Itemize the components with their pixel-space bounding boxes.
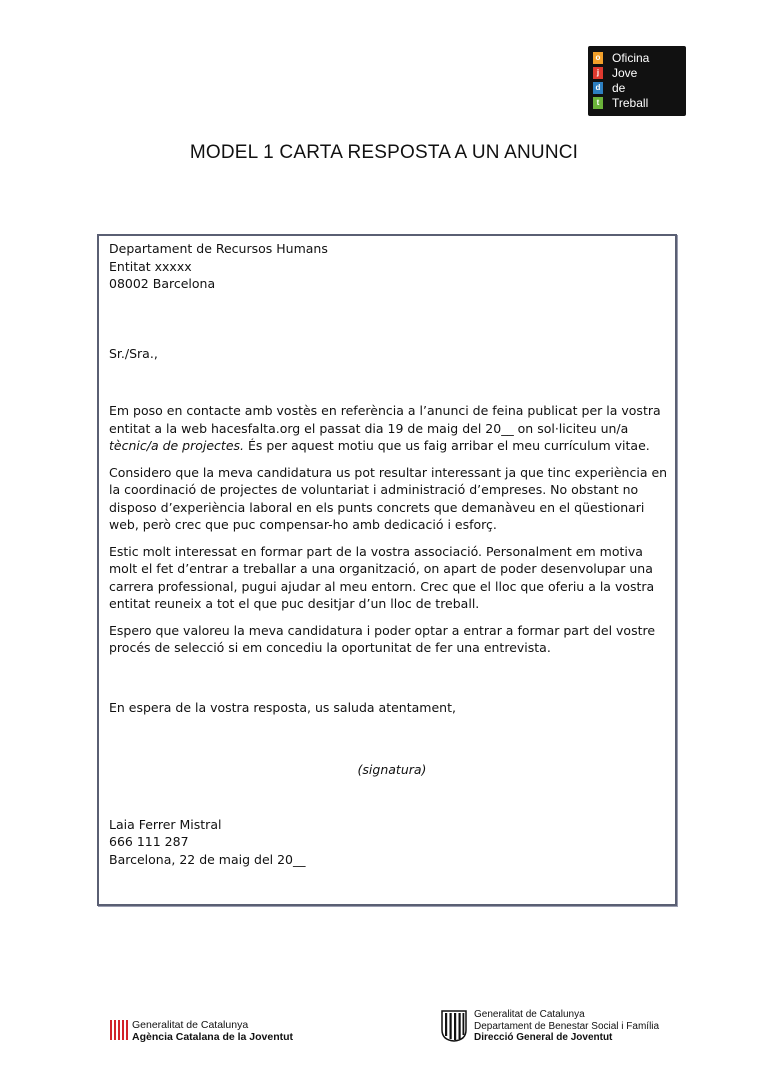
footer-right-line-bold: Direcció General de Joventut <box>474 1032 613 1043</box>
logo-line: Jove <box>612 66 638 80</box>
gencat-emblem-icon <box>110 1020 128 1040</box>
footer-left-line-bold: Agència Catalana de la Joventut <box>132 1031 294 1043</box>
footer-left-text <box>132 1019 293 1043</box>
signature-placeholder: (signatura) <box>357 762 427 777</box>
recipient-line: Departament de Recursos Humans <box>109 241 328 256</box>
paragraph-4: Espero que valoreu la meva candidatura i poder optar a entrar a formar part del vostre procés de selecció si em concediu la oportunitat de fer una entrevista. <box>109 622 656 655</box>
letter-body <box>109 240 675 868</box>
footer-left-line: Generalitat de Catalunya <box>132 1019 249 1031</box>
closing-line: En espera de la vostra resposta, us saluda atentament, <box>109 699 456 715</box>
logo-color-squares <box>593 52 605 112</box>
logo-letter-d: d <box>593 82 603 94</box>
logo-letter-j: j <box>593 67 603 79</box>
footer-right-line: Generalitat de Catalunya <box>474 1009 585 1020</box>
paragraph-3: Estic molt interessat en formar part de la vostra associació. Personalment em motiva molt el fet d’entrar a treballar a una organització, on apart de poder desenvolupar una carrera professional, pugui ajudar al meu entorn. Crec que el lloc que oferiu a la vostra entitat reuneix a tot el que puc desitjar d’un lloc de treball. <box>109 543 655 611</box>
paragraph-2: Considero que la meva candidatura us pot resultar interessant ja que tinc experiència en la coordinació de projectes de voluntariat i administració d’empreses. No obstant no disposo d’experiència laboral en els punts concrets que demanàveu en el qüestionari web, però crec que puc compensar-ho amb dedicació i esforç. <box>109 464 668 532</box>
footer-right-line: Departament de Benestar Social i Família <box>474 1020 660 1032</box>
recipient-line: 08002 Barcelona <box>109 276 216 291</box>
oficina-jove-de-treball-logo <box>588 46 686 116</box>
recipient-line: Entitat xxxxx <box>109 258 192 274</box>
logo-letter-t: t <box>593 97 603 109</box>
logo-letter-o: o <box>593 52 603 64</box>
logo-line: Oficina <box>612 51 650 65</box>
paragraph-1 <box>109 402 675 455</box>
logo-line: de <box>612 81 626 95</box>
job-title-italic: tècnic/a de projectes. <box>109 438 245 453</box>
sender-phone: 666 111 287 <box>109 834 189 849</box>
paragraph-1-text: Em poso en contacte amb vostès en referència a l’anunci de feina publicat per la vostra entitat a la web hacesfalta.org el passat dia 19 de maig del 20__ on sol·liciteu un/a <box>109 403 661 436</box>
page-title: MODEL 1 CARTA RESPOSTA A UN ANUNCI <box>189 142 579 163</box>
salutation: Sr./Sra., <box>109 345 158 361</box>
logo-wordmark <box>612 51 649 111</box>
logo-line: Treball <box>612 96 649 110</box>
paragraph-1-text-end: És per aquest motiu que us faig arribar el meu currículum vitae. <box>244 438 650 453</box>
sender-place-date: Barcelona, 22 de maig del 20__ <box>109 851 306 867</box>
gencat-emblem-icon <box>441 1010 467 1042</box>
sender-name: Laia Ferrer Mistral <box>109 816 222 832</box>
footer-right-text <box>474 1009 659 1044</box>
